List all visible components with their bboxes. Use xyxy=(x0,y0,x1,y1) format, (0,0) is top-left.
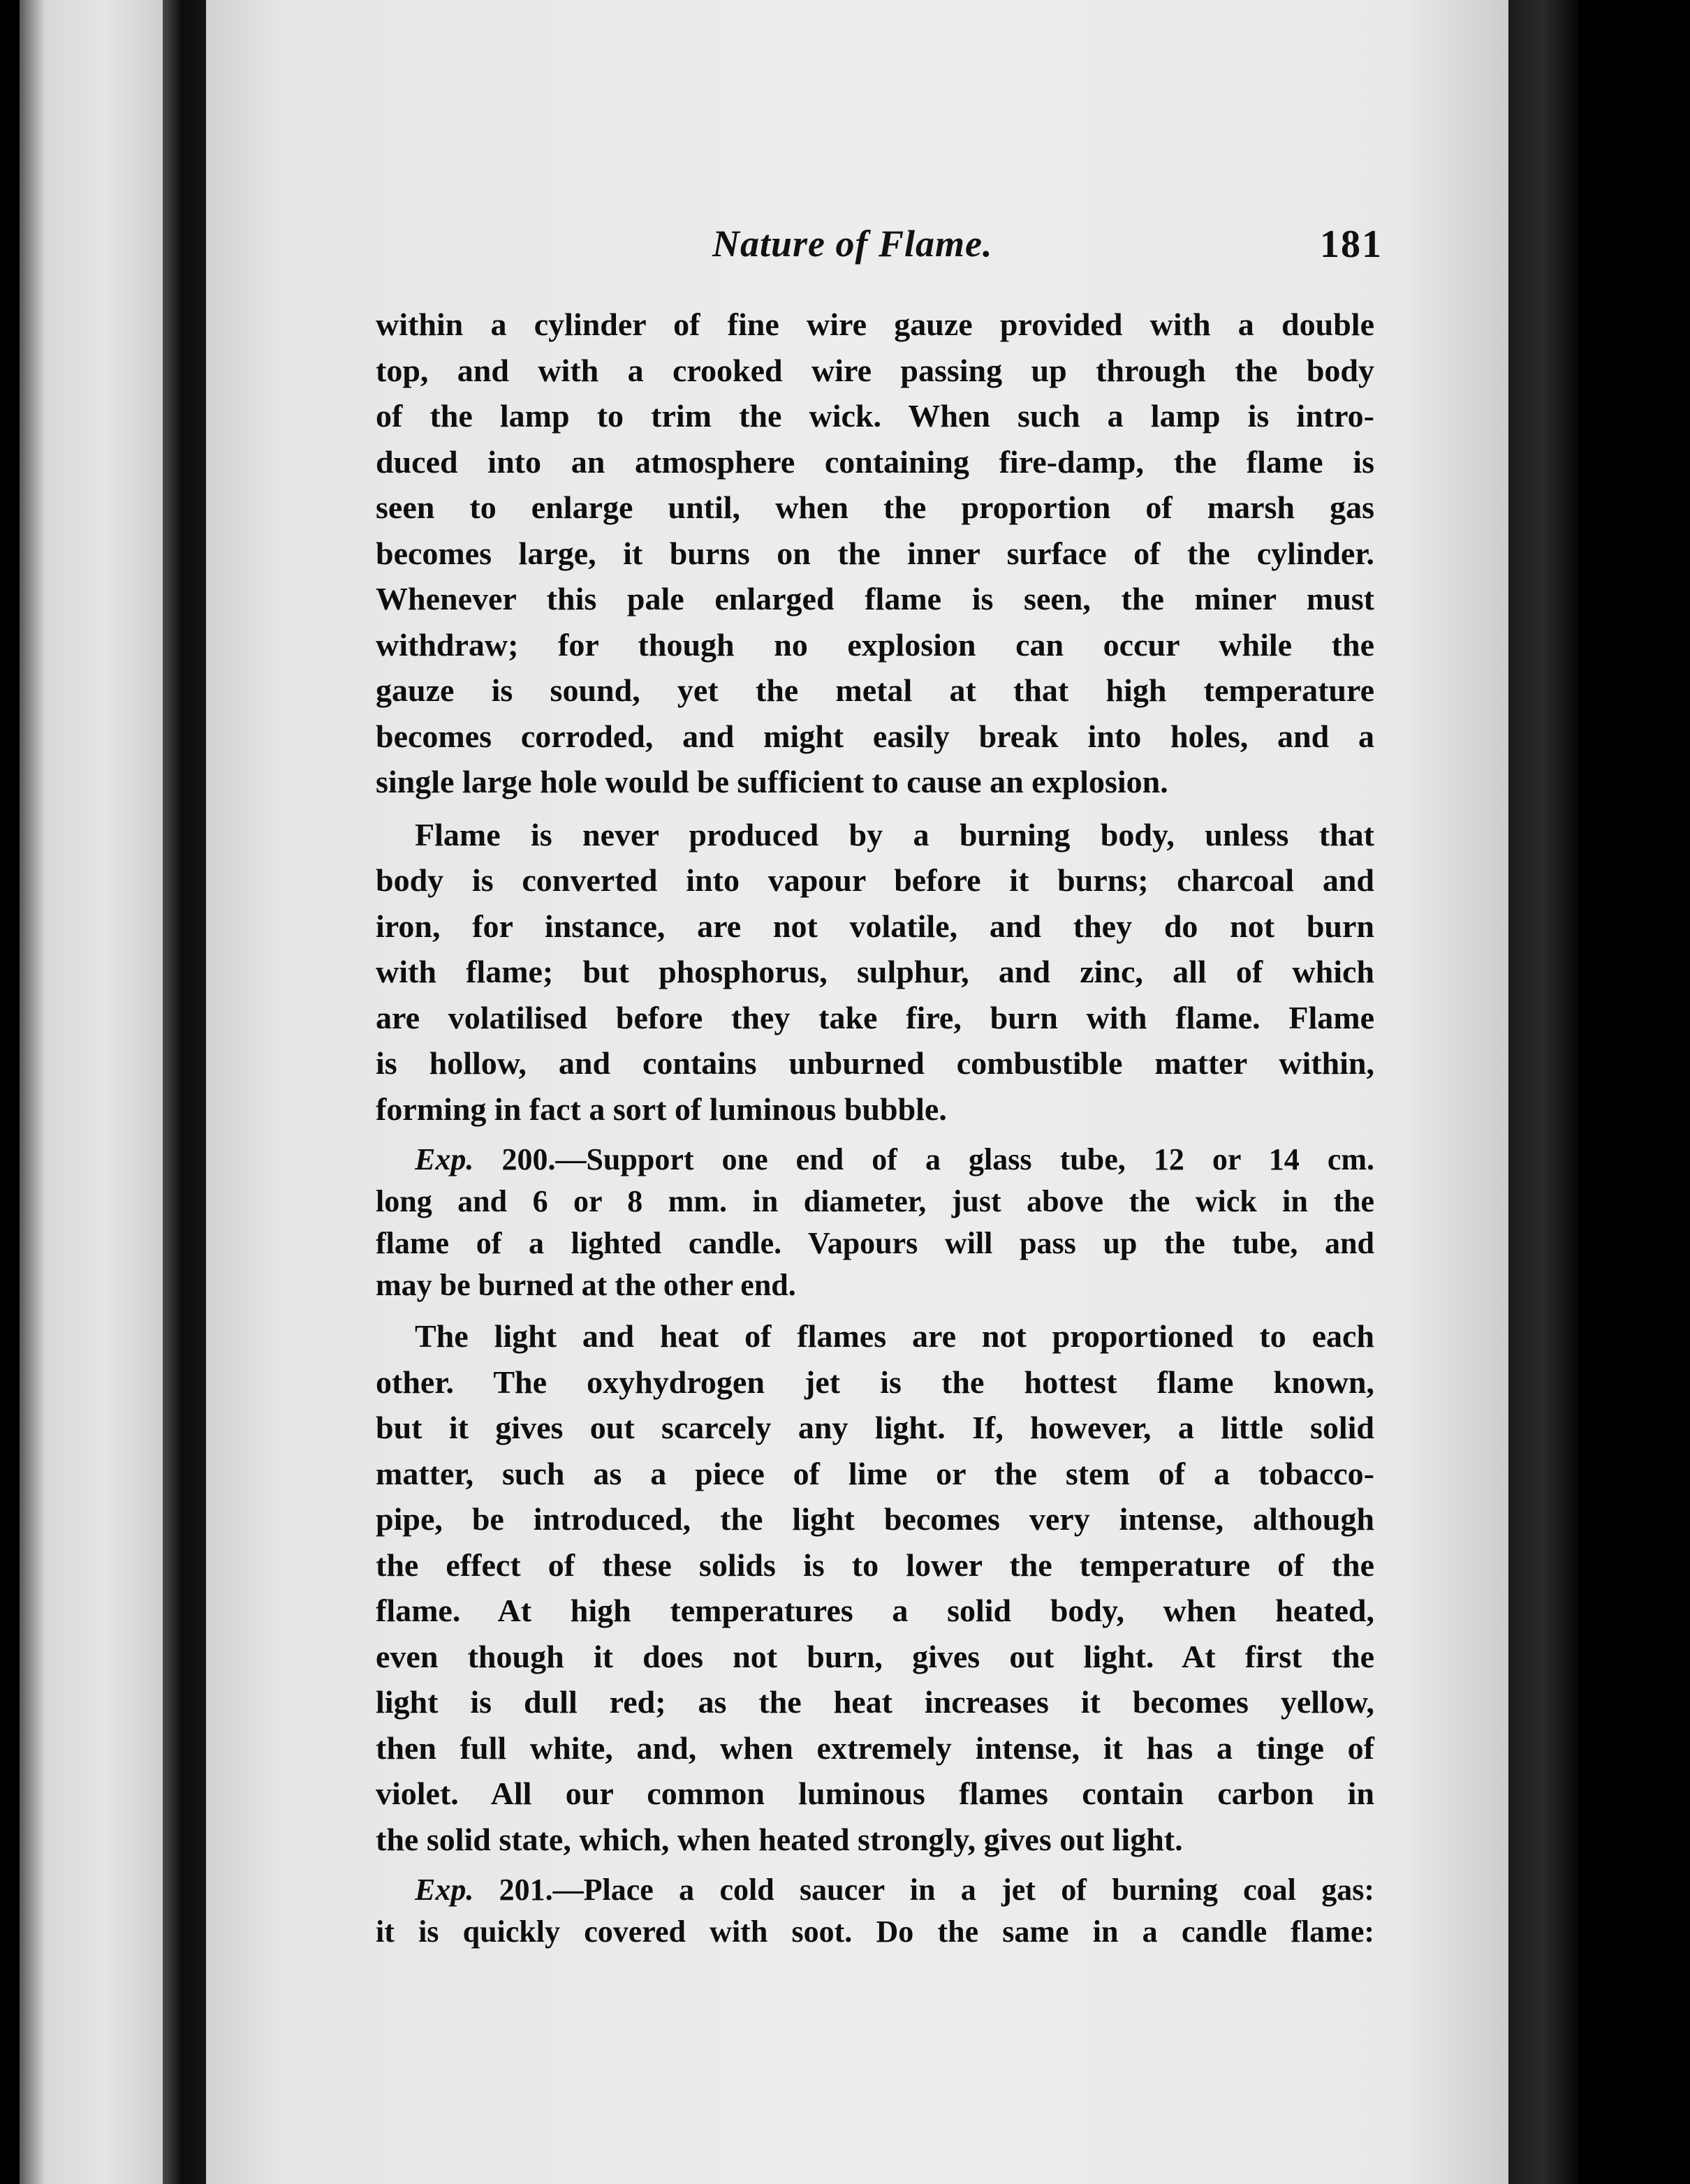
experiment-text: 200.—Support one end of a glass tube, 12 or 14 cm. xyxy=(473,1142,1374,1176)
paragraph xyxy=(376,812,1374,1132)
text-line: matter, such as a piece of lime or the stem of a tobacco- xyxy=(376,1455,1374,1491)
text-line: iron, for instance, are not volatile, and they do not burn xyxy=(376,908,1374,944)
experiment-text: 201.—Place a cold saucer in a jet of burning coal gas: xyxy=(473,1873,1374,1907)
page-right-edge xyxy=(1508,0,1578,2184)
text-line: then full white, and, when extremely intense, it has a tinge of xyxy=(376,1729,1374,1766)
text-line: flame. At high temperatures a solid body, when heated, xyxy=(376,1593,1374,1628)
experiment-paragraph xyxy=(376,1139,1374,1306)
experiment-label: Exp. xyxy=(415,1873,474,1907)
text-line: is hollow, and contains unburned combustible matter within, xyxy=(376,1045,1374,1081)
text-line: the effect of these solids is to lower the temperature of the xyxy=(376,1547,1374,1583)
text-line: but it gives out scarcely any light. If, however, a little solid xyxy=(376,1410,1374,1445)
text-line: it is quickly covered with soot. Do the same in a candle flame: xyxy=(376,1914,1374,1949)
text-line: of the lamp to trim the wick. When such a lamp is intro- xyxy=(376,398,1374,434)
text-line: Whenever this pale enlarged flame is seen, the miner must xyxy=(376,581,1374,617)
book-gutter xyxy=(163,0,206,2184)
text-line: may be burned at the other end. xyxy=(376,1268,796,1302)
text-line: other. The oxyhydrogen jet is the hottest flame known, xyxy=(376,1364,1374,1400)
text-line xyxy=(376,1869,1374,1911)
text-line: with flame; but phosphorus, sulphur, and zinc, all of which xyxy=(376,954,1374,989)
text-line xyxy=(376,1139,1374,1181)
running-title: Nature of Flame. xyxy=(712,223,993,265)
text-line: top, and with a crooked wire passing up through the body xyxy=(376,352,1374,388)
text-line: gauze is sound, yet the metal at that high temperature xyxy=(376,672,1374,708)
paragraph xyxy=(376,1313,1374,1862)
text-line: light is dull red; as the heat increases it becomes yellow, xyxy=(376,1684,1374,1720)
text-line: flame of a lighted candle. Vapours will pass up the tube, and xyxy=(376,1226,1374,1260)
experiment-label: Exp. xyxy=(415,1142,474,1176)
text-line: forming in fact a sort of luminous bubble. xyxy=(376,1091,947,1127)
text-line: within a cylinder of fine wire gauze provided with a double xyxy=(376,307,1374,342)
text-line: single large hole would be sufficient to cause an explosion. xyxy=(376,764,1168,799)
text-line: the solid state, which, when heated strongly, gives out light. xyxy=(376,1821,1183,1857)
adjacent-page-edge xyxy=(20,0,163,2184)
experiment-paragraph xyxy=(376,1869,1374,1953)
text-line: are volatilised before they take fire, burn with flame. Flame xyxy=(376,999,1374,1035)
page-number: 181 xyxy=(1320,223,1383,266)
text-line: becomes corroded, and might easily break into holes, and a xyxy=(376,718,1374,754)
text-line: violet. All our common luminous flames contain carbon in xyxy=(376,1776,1374,1811)
text-line: seen to enlarge until, when the proportion of marsh gas xyxy=(376,489,1374,525)
body-text xyxy=(376,302,1374,1953)
paragraph xyxy=(376,302,1374,805)
text-line: withdraw; for though no explosion can occur while the xyxy=(376,626,1374,663)
text-line: body is converted into vapour before it burns; charcoal and xyxy=(376,862,1374,898)
text-line: duced into an atmosphere containing fire-damp, the flame is xyxy=(376,443,1374,480)
text-line: Flame is never produced by a burning body, unless that xyxy=(415,816,1374,853)
text-line: The light and heat of flames are not proportioned to each xyxy=(415,1318,1374,1354)
text-line: even though it does not burn, gives out light. At first the xyxy=(376,1638,1374,1674)
page-header xyxy=(712,222,1383,278)
text-line: becomes large, it burns on the inner surface of the cylinder. xyxy=(376,535,1374,571)
text-line: pipe, be introduced, the light becomes very intense, although xyxy=(376,1501,1374,1537)
text-line: long and 6 or 8 mm. in diameter, just above the wick in the xyxy=(376,1184,1374,1218)
